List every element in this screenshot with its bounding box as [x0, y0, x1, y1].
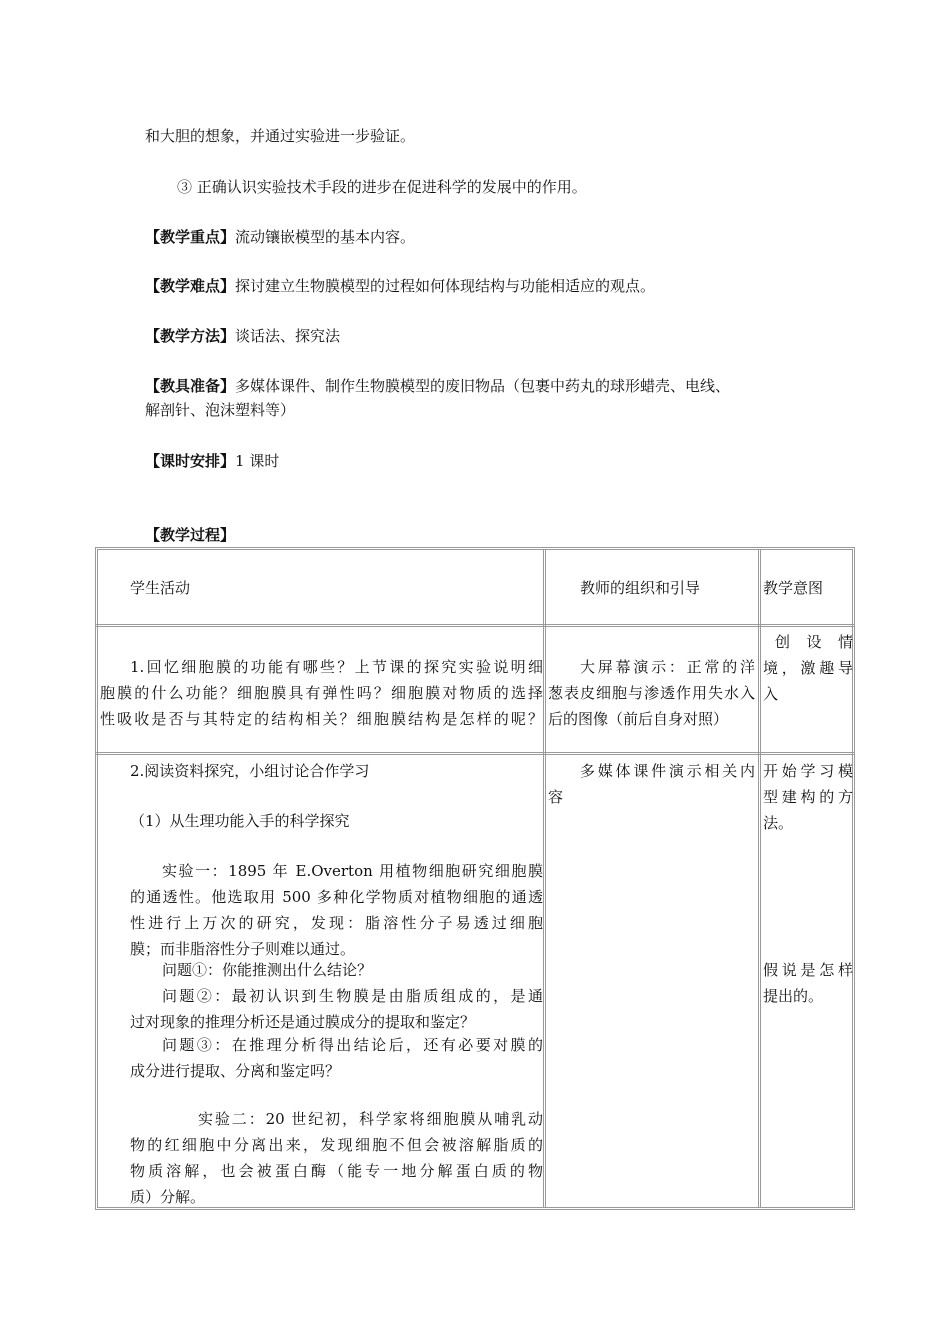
header-teacher: 教师的组织和引导: [580, 579, 701, 597]
class-hours: [145, 449, 279, 473]
teaching-materials: [145, 374, 730, 398]
teaching-focus-label: 【教学重点】: [145, 228, 236, 246]
experiment-1: 实验一：1895 年 E.Overton 用植物细胞研究细胞膜 的通透性。他选取用 500 多种化学物质对植物细胞的通透 性进行上万次的研究，发现：脂溶性分子易透过细胞 膜；而非脂溶性分子则难以通过。: [130, 862, 543, 958]
row1-student: 1.回忆细胞膜的功能有哪些？上节课的探究实验说明细 胞膜的什么功能？细胞膜具有弹性吗？细胞膜对物质的选择 性吸收是否与其特定的结构相关？细胞膜结构是怎样的呢？: [100, 658, 543, 728]
row2-subtitle: （1）从生理功能入手的科学探究: [130, 812, 350, 830]
question-3: 问题③：在推理分析得出结论后，还有必要对膜的 成分进行提取、分离和鉴定吗？: [130, 1036, 543, 1080]
row2-intent-2: 假说是怎样 提出的。: [763, 961, 853, 1005]
teaching-focus: [145, 225, 415, 249]
process-heading: 【教学过程】: [145, 526, 236, 544]
teaching-difficulty-label: 【教学难点】: [145, 277, 236, 295]
teaching-method-text: 谈话法、探究法: [235, 327, 341, 345]
row1-intent: 创 设 情 境，激趣导 入: [763, 633, 853, 703]
teaching-method: [145, 324, 340, 348]
teaching-method-label: 【教学方法】: [145, 327, 236, 345]
teaching-materials-line-2: 解剖针、泡沫塑料等）: [145, 401, 296, 419]
column-divider-2: [758, 549, 761, 1208]
row1-teacher: 大屏幕演示：正常的洋 葱表皮细胞与渗透作用失水入 后的图像（前后自身对照）: [548, 658, 755, 728]
question-2: 问题②：最初认识到生物膜是由脂质组成的，是通 过对现象的推理分析还是通过膜成分的提取和鉴定？: [130, 987, 543, 1031]
header-student: 学生活动: [130, 579, 191, 597]
row2-task: 2.阅读资料探究，小组讨论合作学习: [130, 762, 370, 780]
teaching-materials-text: 多媒体课件、制作生物膜模型的废旧物品（包裹中药丸的球形蜡壳、电线、: [235, 377, 731, 395]
experiment-2: 实验二：20 世纪初，科学家将细胞膜从哺乳动 物的红细胞中分离出来，发现细胞不但会被溶解脂质的 物质溶解，也会被蛋白酶（能专一地分解蛋白质的物 质）分解。: [130, 1110, 543, 1206]
class-hours-label: 【课时安排】: [145, 452, 236, 470]
teaching-materials-label: 【教具准备】: [145, 377, 236, 395]
table-divider-1: [95, 624, 855, 627]
teaching-difficulty: [145, 274, 655, 298]
intro-line-1: 和大胆的想象，并通过实验进一步验证。: [145, 127, 416, 145]
intro-line-2: ③ 正确认识实验技术手段的进步在促进科学的发展中的作用。: [177, 178, 587, 196]
class-hours-text: 1 课时: [235, 452, 280, 470]
column-divider-1: [543, 549, 546, 1208]
header-intent: 教学意图: [763, 579, 824, 597]
row2-teacher: 多媒体课件演示相关内 容: [548, 762, 755, 806]
row2-intent-1: 开始学习模 型建构的方 法。: [763, 762, 853, 832]
question-1: 问题①：你能推测出什么结论？: [162, 961, 373, 979]
table-divider-2: [95, 752, 855, 755]
teaching-focus-text: 流动镶嵌模型的基本内容。: [235, 228, 416, 246]
teaching-difficulty-text: 探讨建立生物膜模型的过程如何体现结构与功能相适应的观点。: [235, 277, 656, 295]
